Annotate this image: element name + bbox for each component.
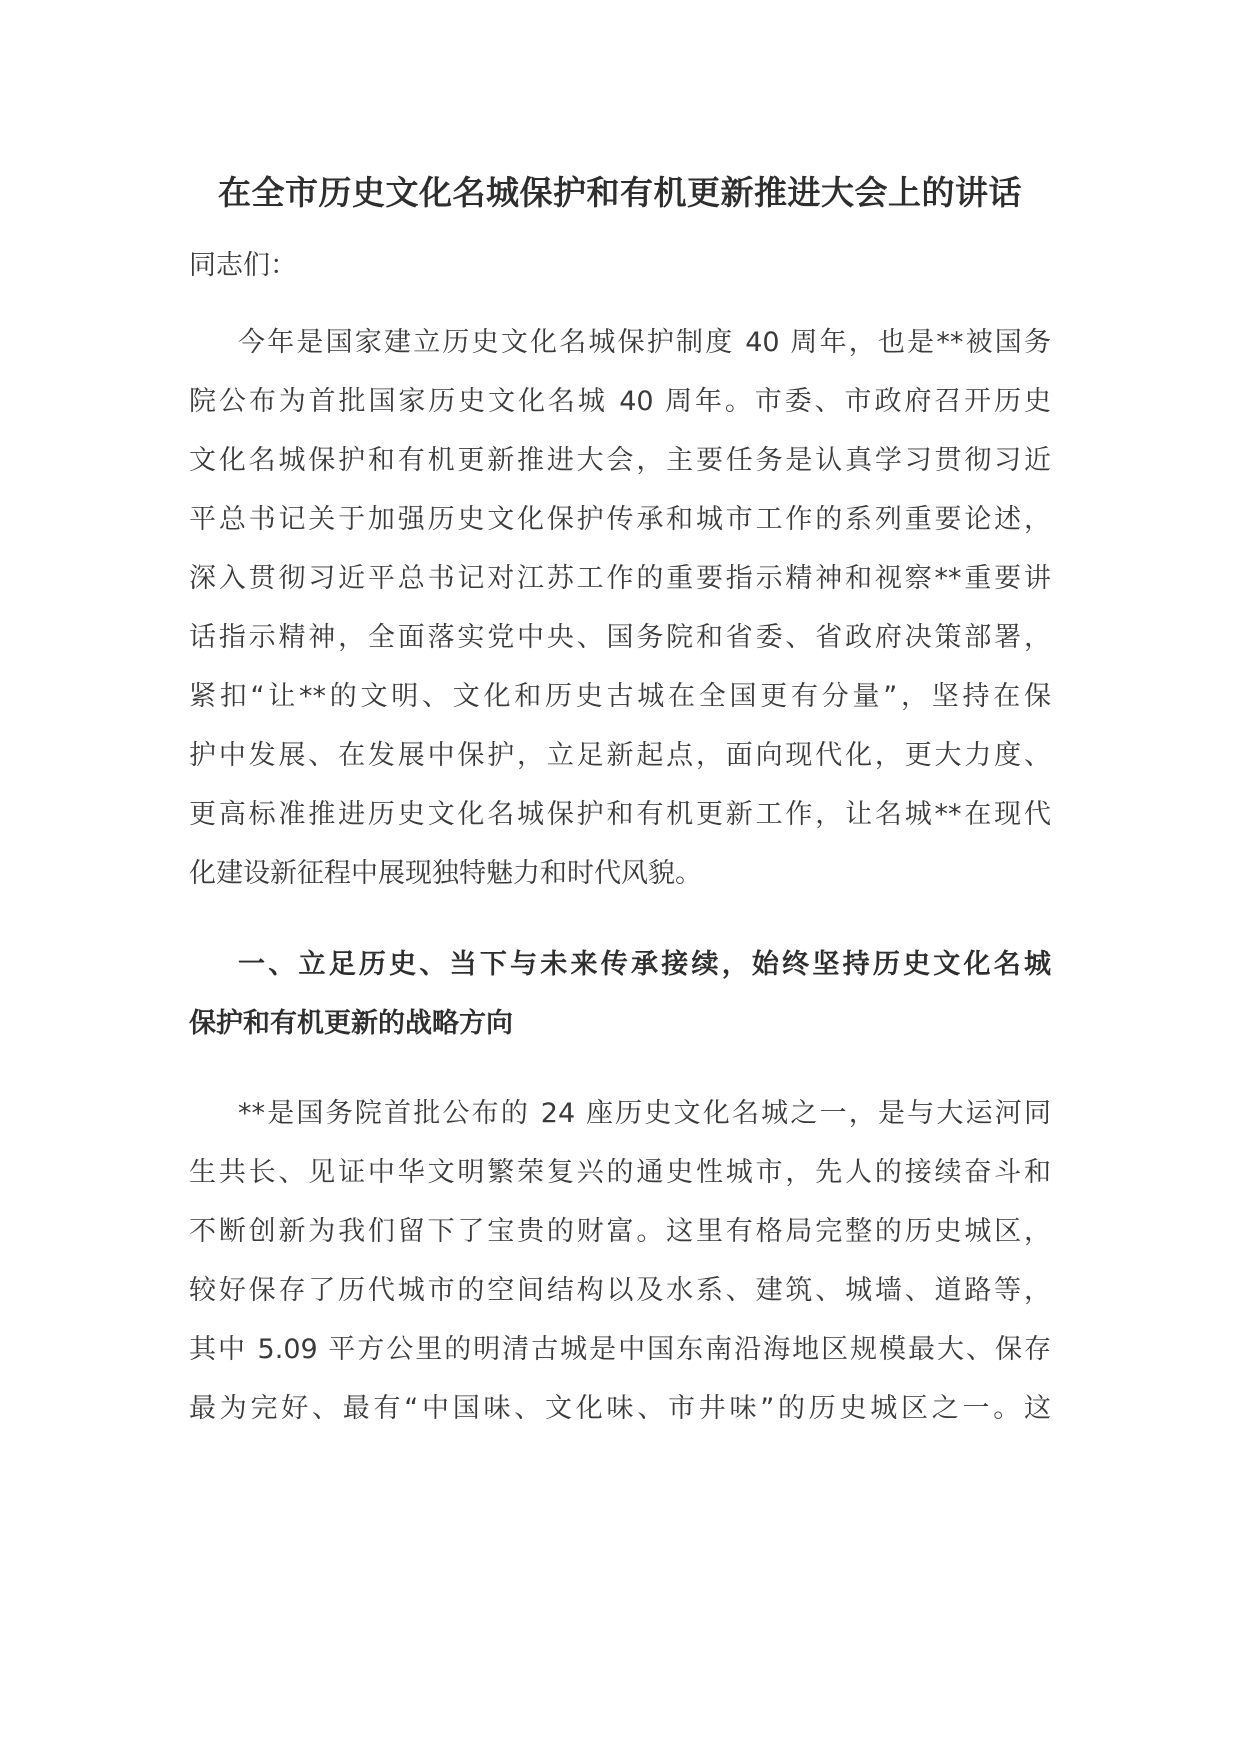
paragraph-line: 紧扣“让**的文明、文化和历史古城在全国更有分量”，坚持在保 <box>189 681 1051 712</box>
paragraph-line: 话指示精神，全面落实党中央、国务院和省委、省政府决策部署， <box>189 622 1051 653</box>
paragraph-line: 不断创新为我们留下了宝贵的财富。这里有格局完整的历史城区， <box>189 1216 1051 1247</box>
paragraph-line: **是国务院首批公布的 24 座历史文化名城之一，是与大运河同 <box>238 1098 1051 1129</box>
document-title: 在全市历史文化名城保护和有机更新推进大会上的讲话 <box>218 173 1022 212</box>
paragraph-line: 更高标准推进历史文化名城保护和有机更新工作，让名城**在现代 <box>189 799 1051 830</box>
paragraph-line: 生共长、见证中华文明繁荣复兴的通史性城市，先人的接续奋斗和 <box>189 1157 1051 1188</box>
paragraph-line: 平总书记关于加强历史文化保护传承和城市工作的系列重要论述， <box>189 504 1051 535</box>
paragraph-line: 院公布为首批国家历史文化名城 40 周年。市委、市政府召开历史 <box>189 386 1051 417</box>
paragraph-line: 最为完好、最有“中国味、文化味、市井味”的历史城区之一。这 <box>189 1393 1051 1424</box>
paragraph-line: 化建设新征程中展现独特魅力和时代风貌。 <box>189 858 702 889</box>
paragraph-line: 今年是国家建立历史文化名城保护制度 40 周年，也是**被国务 <box>238 327 1051 358</box>
section-heading-line: 保护和有机更新的战略方向 <box>189 1008 513 1039</box>
paragraph-line: 较好保存了历代城市的空间结构以及水系、建筑、城墙、道路等， <box>189 1275 1051 1306</box>
section-heading-line: 一、立足历史、当下与未来传承接续，始终坚持历史文化名城 <box>238 949 1051 980</box>
paragraph-line: 深入贯彻习近平总书记对江苏工作的重要指示精神和视察**重要讲 <box>189 563 1051 594</box>
paragraph-line: 文化名城保护和有机更新推进大会，主要任务是认真学习贯彻习近 <box>189 445 1051 476</box>
greeting: 同志们： <box>189 250 297 281</box>
paragraph-line: 其中 5.09 平方公里的明清古城是中国东南沿海地区规模最大、保存 <box>189 1334 1051 1365</box>
paragraph-line: 护中发展、在发展中保护，立足新起点，面向现代化，更大力度、 <box>189 740 1051 771</box>
